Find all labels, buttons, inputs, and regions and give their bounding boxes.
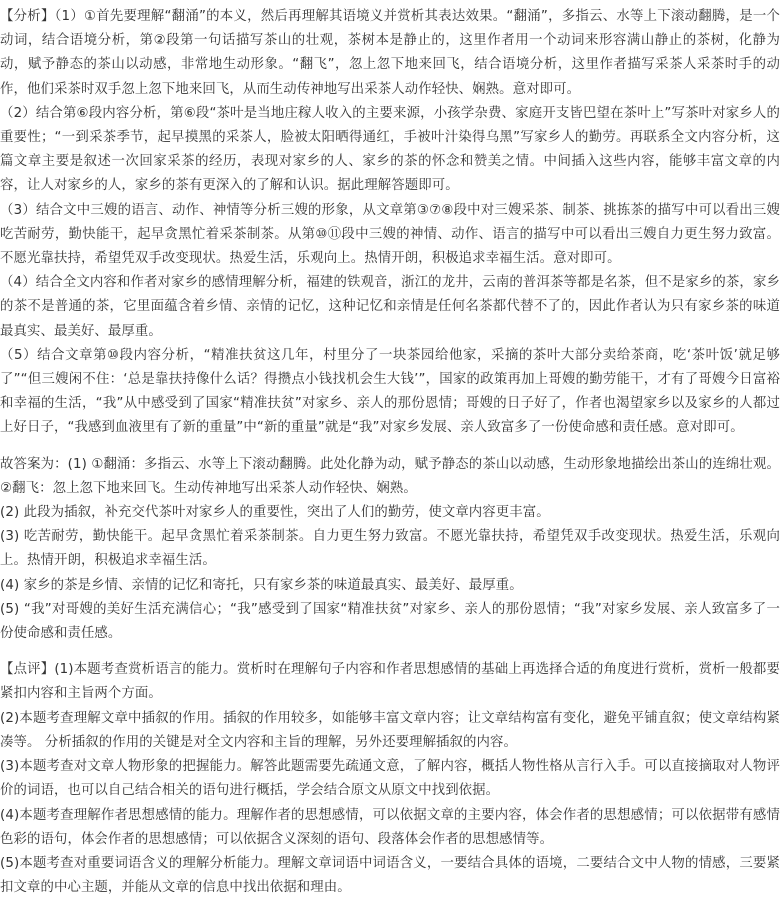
- analysis-section: [0, 5, 780, 441]
- answer-section: [0, 453, 780, 647]
- comment-paragraph-3: (3)本题考查对文章人物形象的把握能力。解答此题需要先疏通文意，了解内容，概括人物性格从言行入手。可以直接摘取对人物评价的词语，也可以自己结合相关的语句进行概括，学会结合原文从原文中找到依据。: [0, 759, 780, 799]
- answer-paragraph-4: (4) 家乡的茶是乡情、亲情的记忆和寄托，只有家乡茶的味道最真实、最美好、最厚重。: [0, 577, 523, 593]
- analysis-paragraph-5: （5）结合文章第⑩段内容分析，“精准扶贫这几年，村里分了一块茶园给他家，采摘的茶叶大部分卖给茶商，吃‘茶叶饭’就足够了”“但三嫂闲不住：‘总是靠扶持像什么话？得攒点小钱找机会生大钱’”，国家的政策再加上哥嫂的勤劳能干，才有了哥嫂今日富裕和幸福的生活，“我”从中感受到了国家“精准扶贫”对家乡、亲人的那份恩情；哥嫂的日子好了，作者也渴望家乡以及家乡的人都过上好日子，“我感到血液里有了新的重量”中“新的重量”就是“我”对家乡发展、亲人致富多了一份使命感和责任感。意对即可。: [0, 347, 780, 436]
- analysis-paragraph-4: （4）结合全文内容和作者对家乡的感情理解分析，福建的铁观音，浙江的龙井，云南的普洱茶等都是名茶，但不是家乡的茶，家乡的茶不是普通的茶，它里面蕴含着乡情、亲情的记忆，这种记忆和亲情是任何名茶都代替不了的，因此作者认为只有家乡茶的味道最真实、最美好、最厚重。: [0, 275, 780, 339]
- comment-paragraph-2: (2)本题考查理解文章中插叙的作用。插叙的作用较多，如能够丰富文章内容；让文章结构富有变化，避免平铺直叙；使文章结构紧凑等。 分析插叙的作用的关键是对全文内容和主旨的理解，另外还要理解插叙的内容。: [0, 710, 780, 750]
- comment-section: [0, 658, 780, 900]
- analysis-paragraph-1: 【分析】（1）①首先要理解“翻涌”的本义，然后再理解其语境义并赏析其表达效果。“翻涌”，多指云、水等上下滚动翻腾，是一个动词，结合语境分析，第②段第一句话描写茶山的壮观，茶树本是静止的，这里作者用一个动词来形容满山静止的茶树，化静为动，赋予静态的茶山以动感，非常地生动形象。“翻飞”，忽上忽下地来回飞，结合语境分析，这里作者描写采茶人采茶时手的动作，他们采茶时双手忽上忽下地来回飞，从而生动传神地写出采茶人动作轻快、娴熟。意对即可。: [0, 9, 780, 97]
- analysis-paragraph-3: （3）结合文中三嫂的语言、动作、神情等分析三嫂的形象，从文章第③⑦⑧段中对三嫂采茶、制茶、挑拣茶的描写中可以看出三嫂吃苦耐劳，勤快能干，起早贪黑忙着采茶制茶。从第⑩⑪段中三嫂的神情、动作、语言的描写中可以看出三嫂自力更生努力致富。不愿光靠扶持，希望凭双手改变现状。热爱生活，乐观向上。热情开朗，积极追求幸福生活。意对即可。: [0, 202, 780, 267]
- comment-paragraph-5: (5)本题考查对重要词语含义的理解分析能力。理解文章词语中词语含义，一要结合具体的语境，二要结合文中人物的情感，三要紧扣文章的中心主题，并能从文章的信息中找出依据和理由。: [0, 855, 780, 896]
- comment-paragraph-4: (4)本题考查理解作者思想感情的能力。理解作者的思想感情，可以依据文章的主要内容，体会作者的思想感情；可以依据带有感情色彩的语句，体会作者的思想感情；可以依据含义深刻的语句、段落体会作者的思想感情等。: [0, 807, 780, 847]
- analysis-paragraph-2: （2）结合第⑥段内容分析，第⑥段“茶叶是当地庄稼人收入的主要来源，小孩学杂费、家庭开支皆巴望在茶叶上”写茶叶对家乡人的重要性；“一到采茶季节，起早摸黑的采茶人，脸被太阳晒得通红，手被叶汁染得乌黑”写家乡人的勤劳。再联系全文内容分析，这篇文章主要是叙述一次回家采茶的经历，表现对家乡的人、家乡的茶的怀念和赞美之情。中间插入这些内容，能够丰富文章的内容，让人对家乡的人，家乡的茶有更深入的了解和认识。据此理解答题即可。: [0, 105, 780, 194]
- answer-paragraph-5: (5) “我”对哥嫂的美好生活充满信心；“我”感受到了国家“精准扶贫”对家乡、亲人的那份恩情；“我”对家乡发展、亲人致富多了一份使命感和责任感。: [0, 601, 780, 642]
- answer-paragraph-2: (2) 此段为插叙，补充交代茶叶对家乡人的重要性，突出了人们的勤劳，使文章内容更丰富。: [0, 505, 550, 521]
- answer-paragraph-3: (3) 吃苦耐劳，勤快能干。起早贪黑忙着采茶制茶。自力更生努力致富。不愿光靠扶持，希望凭双手改变现状。热爱生活，乐观向上。热情开朗，积极追求幸福生活。: [0, 529, 780, 569]
- answer-paragraph-1: 故答案为：(1) ①翻涌：多指云、水等上下滚动翻腾。此处化静为动，赋予静态的茶山以动感，生动形象地描绘出茶山的连绵壮观。②翻飞：忽上忽下地来回飞。生动传神地写出采茶人动作轻快、娴熟。: [0, 456, 780, 496]
- comment-paragraph-1: 【点评】(1)本题考查赏析语言的能力。赏析时在理解句子内容和作者思想感情的基础上再选择合适的角度进行赏析，赏析一般都要紧扣内容和主旨两个方面。: [0, 662, 780, 702]
